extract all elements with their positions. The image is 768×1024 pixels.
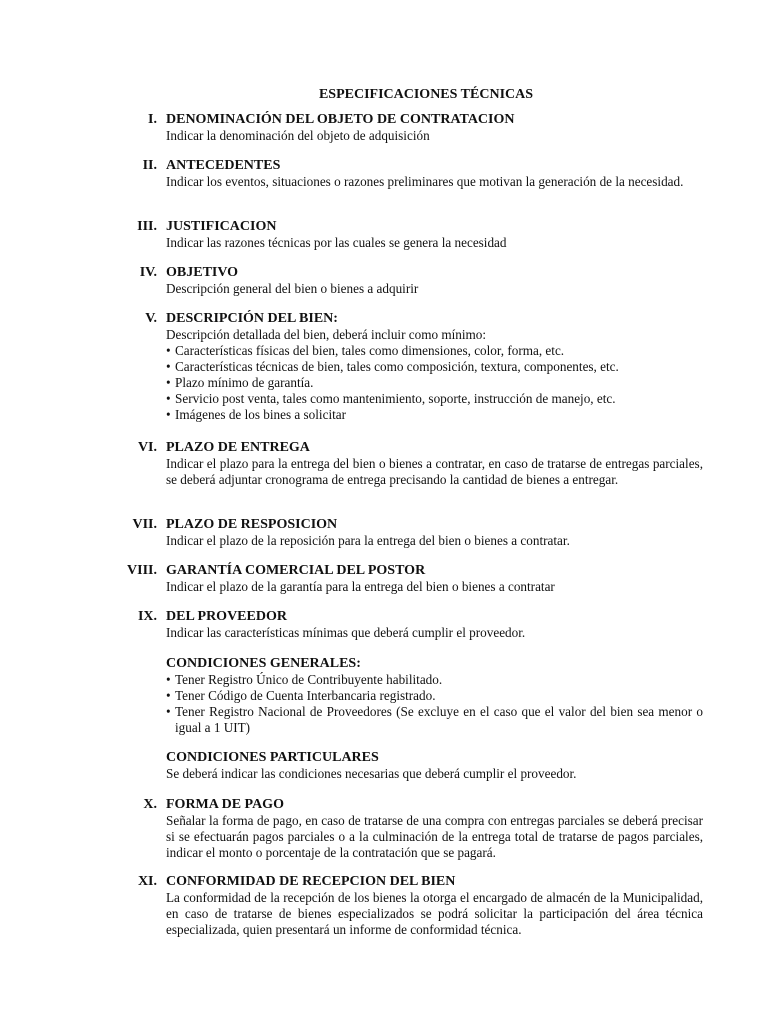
section-number: III. [137,219,157,234]
section-heading: DESCRIPCIÓN DEL BIEN: [166,311,338,326]
section-text: Descripción general del bien o bienes a adquirir [166,281,419,296]
list-item: • Servicio post venta, tales como mantenimiento, soporte, instrucción de manejo, etc. [166,391,703,407]
subsection-heading: CONDICIONES GENERALES: [166,656,361,671]
section-number: XI. [137,874,157,889]
section-text: Indicar el plazo de la reposición para la entrega del bien o bienes a contratar. [166,533,570,548]
section-number: VIII. [127,563,157,578]
section-heading: CONFORMIDAD DE RECEPCION DEL BIEN [166,874,456,889]
section-text: Indicar el plazo para la entrega del bien o bienes a contratar, en caso de tratarse de entregas parciales, se deberá adjuntar cronograma de entrega precisando la cantidad de bienes a entregar. [166,456,703,487]
section-heading: GARANTÍA COMERCIAL DEL POSTOR [166,563,426,578]
section-number: VII. [132,517,157,532]
section-text: Señalar la forma de pago, en caso de tratarse de una compra con entregas parciales se deberá precisar si se efectuarán pagos parciales o a la culminación de la entrega total de tratarse de pagos parciales, indicar el monto o porcentaje de la contratación que se pagará. [166,813,703,860]
section-heading: FORMA DE PAGO [166,797,284,812]
section-number: V. [145,311,157,326]
list-item: • Características técnicas de bien, tales como composición, textura, componentes, etc. [166,359,703,375]
section-text: Indicar el plazo de la garantía para la entrega del bien o bienes a contratar [166,579,555,594]
list-item: • Tener Registro Nacional de Proveedores (Se excluye en el caso que el valor del bien sea menor o igual a 1 UIT) [166,704,703,736]
list-item: • Plazo mínimo de garantía. [166,375,703,391]
section-heading: JUSTIFICACION [166,219,277,234]
section-heading: DEL PROVEEDOR [166,609,287,624]
bullet-list [166,343,703,423]
section-number: I. [148,112,157,127]
section-number: X. [143,797,157,812]
section-text: Indicar la denominación del objeto de adquisición [166,128,430,143]
section-number: IV. [139,265,157,280]
bullet-list [166,672,703,736]
section-heading: DENOMINACIÓN DEL OBJETO DE CONTRATACION [166,112,515,127]
list-item: • Tener Código de Cuenta Interbancaria registrado. [166,688,703,704]
list-item: • Imágenes de los bines a solicitar [166,407,703,423]
list-item: • Tener Registro Único de Contribuyente habilitado. [166,672,703,688]
section-text: Indicar los eventos, situaciones o razones preliminares que motivan la generación de la necesidad. [166,174,684,189]
section-text: Se deberá indicar las condiciones necesarias que deberá cumplir el proveedor. [166,766,577,781]
section-heading: OBJETIVO [166,265,239,280]
section-text: La conformidad de la recepción de los bienes la otorga el encargado de almacén de la Municipalidad, en caso de tratarse de bienes especializados se podrá solicitar la participación del área técnica especializada, quien presentará un informe de conformidad técnica. [166,890,703,937]
section-text: Descripción detallada del bien, deberá incluir como mínimo: [166,327,487,342]
subsection-heading: CONDICIONES PARTICULARES [166,750,379,765]
section-number: VI. [137,440,157,455]
document-title: ESPECIFICACIONES TÉCNICAS [318,87,534,102]
list-item: • Características físicas del bien, tales como dimensiones, color, forma, etc. [166,343,703,359]
section-number: IX. [137,609,157,624]
section-text: Indicar las características mínimas que deberá cumplir el proveedor. [166,625,526,640]
section-text: Indicar las razones técnicas por las cuales se genera la necesidad [166,235,507,250]
section-heading: PLAZO DE ENTREGA [166,440,310,455]
section-number: II. [142,158,157,173]
section-heading: PLAZO DE RESPOSICION [166,517,338,532]
section-heading: ANTECEDENTES [166,158,281,173]
